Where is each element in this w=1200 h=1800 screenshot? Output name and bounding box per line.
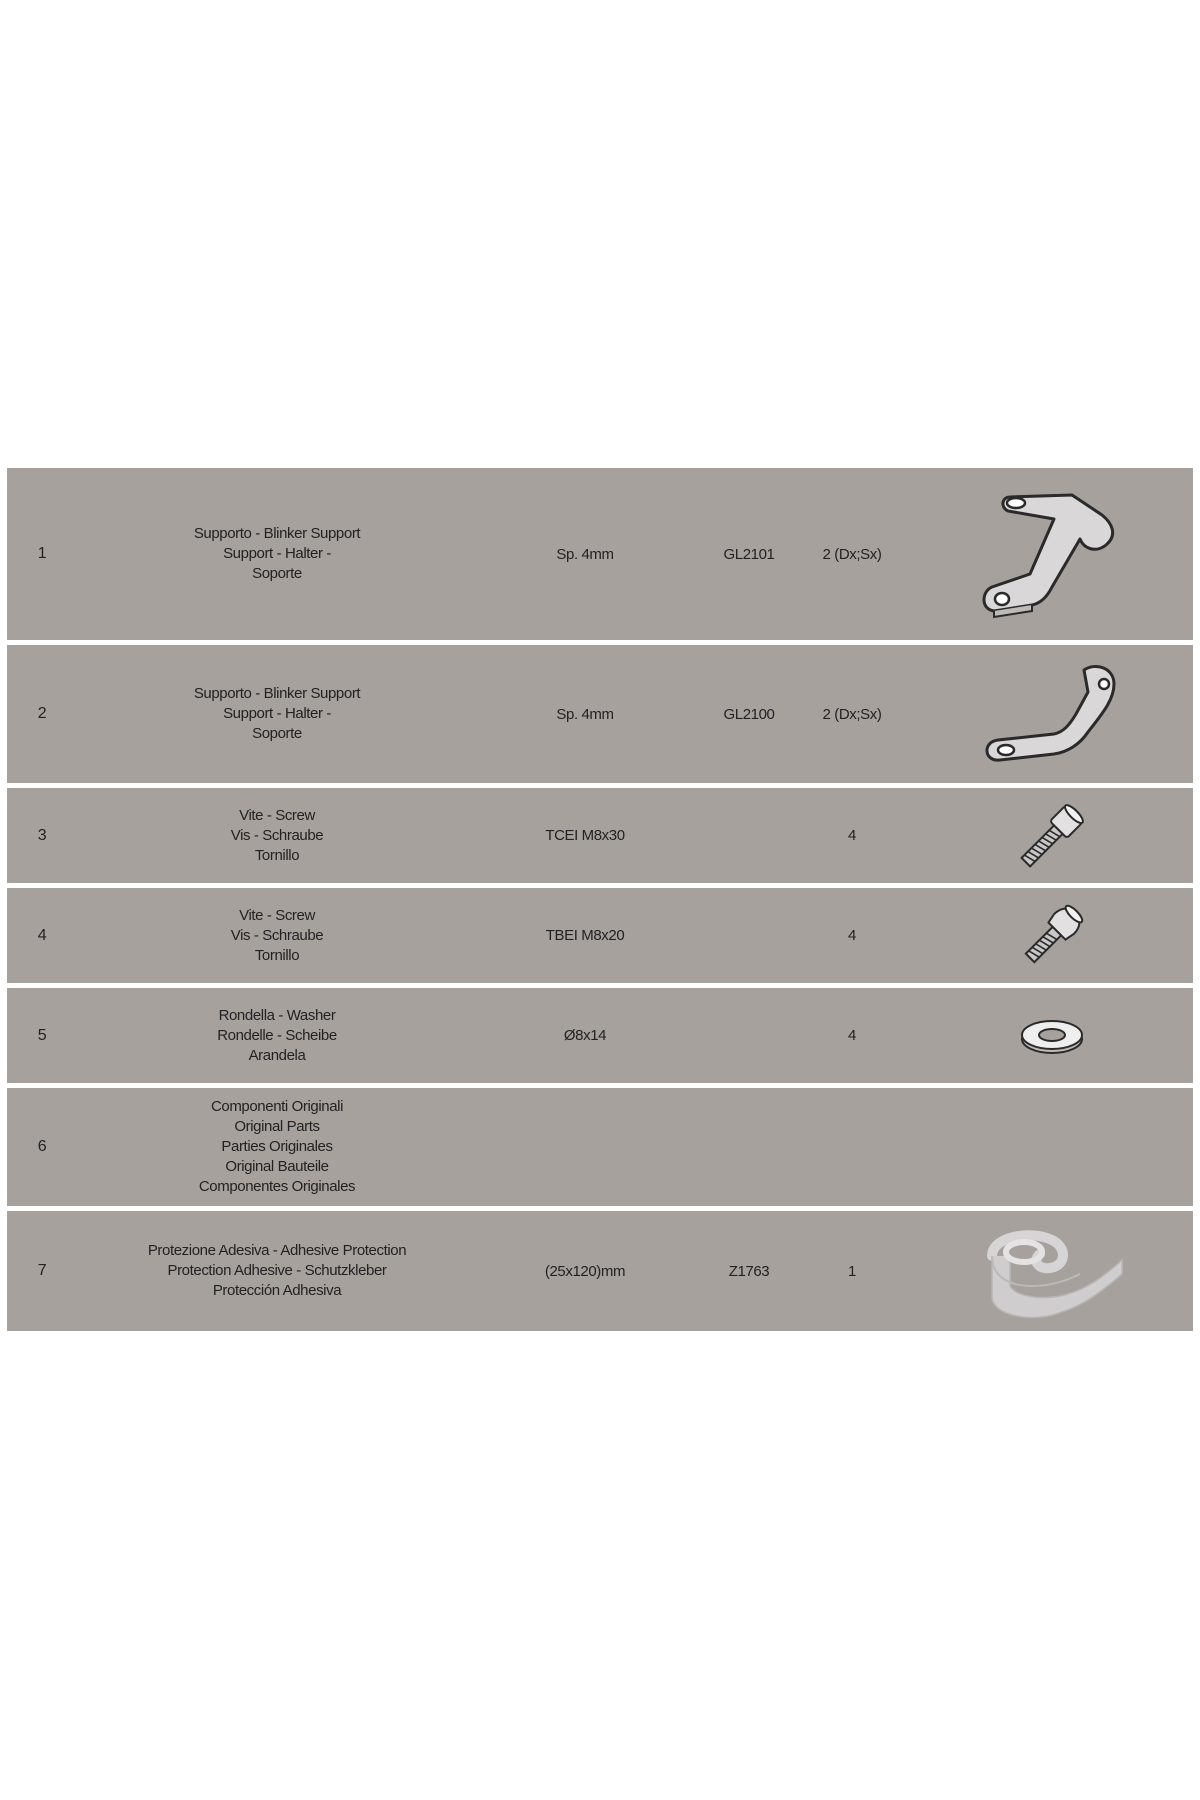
description-line: Supporto - Blinker Support	[193, 525, 361, 542]
description-line: Vite - Screw	[239, 806, 315, 824]
table-row	[7, 1211, 1193, 1331]
parts-table	[7, 468, 1193, 1331]
part-code: GL2101	[723, 545, 775, 563]
part-code: Z1763	[728, 1262, 770, 1280]
description-line: Tornillo	[254, 846, 300, 864]
description-line: Vis - Schraube	[230, 826, 324, 844]
part-quantity: 2 (Dx;Sx)	[822, 705, 882, 723]
table-row	[7, 468, 1193, 640]
part-description	[127, 468, 427, 640]
part-description	[127, 1088, 427, 1206]
row-number: 2	[37, 705, 47, 722]
part-description	[127, 888, 427, 983]
table-row	[7, 1088, 1193, 1206]
part-code	[689, 1088, 809, 1206]
part-description	[127, 645, 427, 783]
table-row	[7, 788, 1193, 883]
description-line: Componenti Originali	[210, 1098, 344, 1115]
description-line: Soporte	[252, 725, 302, 742]
part-description	[127, 788, 427, 883]
bracket-icon	[942, 645, 1162, 783]
part-code	[689, 988, 809, 1083]
part-spec: Sp. 4mm	[556, 545, 614, 563]
description-line: Tornillo	[254, 946, 300, 964]
description-line: Protezione Adesiva - Adhesive Protection	[147, 1242, 407, 1259]
description-line: Vis - Schraube	[230, 926, 324, 944]
bracket-icon	[942, 468, 1162, 640]
row-number: 1	[37, 545, 47, 562]
table-row	[7, 888, 1193, 983]
screw-icon	[942, 888, 1162, 983]
adhesive-tape-roll-icon	[942, 1211, 1162, 1331]
part-spec: (25x120)mm	[544, 1262, 626, 1280]
table-row	[7, 988, 1193, 1083]
description-line: Supporto - Blinker Support	[193, 685, 361, 702]
part-code	[689, 888, 809, 983]
row-number: 6	[37, 1138, 47, 1155]
part-code: GL2100	[723, 705, 775, 723]
description-line: Parties Originales	[221, 1138, 333, 1155]
description-line: Componentes Originales	[198, 1178, 356, 1195]
description-line: Vite - Screw	[239, 906, 315, 924]
description-line: Original Parts	[234, 1118, 320, 1135]
description-line: Rondella - Washer	[218, 1006, 336, 1024]
description-line: Original Bauteile	[225, 1158, 329, 1175]
washer-icon	[942, 988, 1162, 1083]
description-line: Support - Halter -	[223, 545, 331, 562]
description-line: Rondelle - Scheibe	[217, 1026, 337, 1044]
part-description	[127, 988, 427, 1083]
row-number: 3	[37, 826, 47, 844]
screw-icon	[942, 788, 1162, 883]
description-line: Support - Halter -	[223, 705, 331, 722]
part-code	[689, 788, 809, 883]
description-line: Soporte	[252, 565, 302, 582]
part-spec: Sp. 4mm	[556, 705, 614, 723]
part-quantity: 4	[848, 827, 856, 844]
part-spec: TCEI M8x30	[545, 827, 625, 844]
description-line: Arandela	[248, 1046, 306, 1064]
part-description	[127, 1211, 427, 1331]
part-quantity: 4	[848, 927, 856, 944]
part-quantity: 1	[848, 1262, 856, 1280]
row-number: 5	[37, 1026, 47, 1044]
part-quantity: 4	[848, 1027, 856, 1044]
table-row	[7, 645, 1193, 783]
description-line: Protection Adhesive - Schutzkleber	[167, 1262, 387, 1279]
part-spec: Ø8x14	[563, 1027, 607, 1044]
part-quantity	[797, 1088, 907, 1206]
row-number: 4	[37, 926, 47, 944]
part-spec: TBEI M8x20	[545, 927, 625, 944]
part-quantity: 2 (Dx;Sx)	[822, 545, 882, 563]
row-number: 7	[37, 1262, 47, 1279]
description-line: Protección Adhesiva	[212, 1282, 342, 1299]
part-spec	[485, 1088, 685, 1206]
